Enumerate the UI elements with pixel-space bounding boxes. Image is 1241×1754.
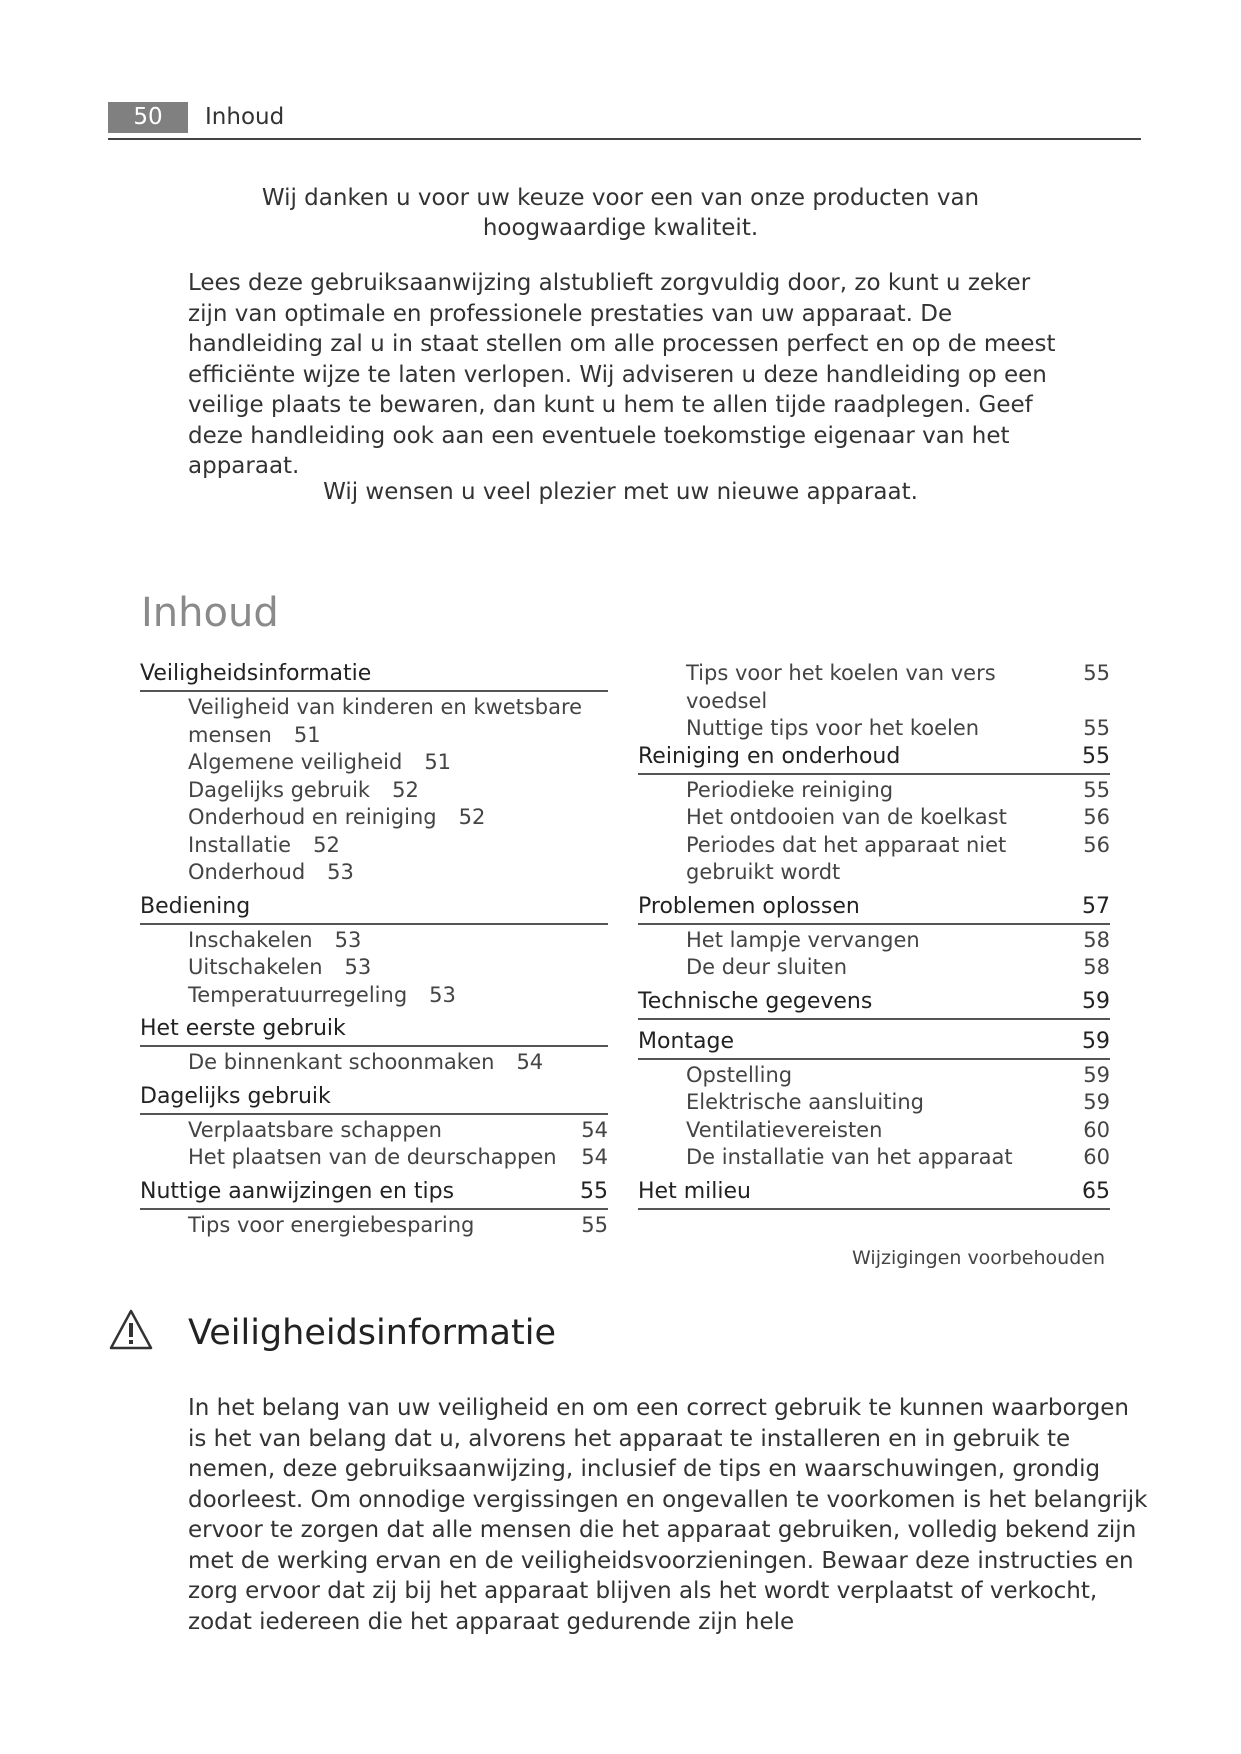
toc-section-title: Technische gegevens <box>638 988 873 1014</box>
toc-subentry-page: 59 <box>1083 1062 1110 1087</box>
toc-subentry[interactable] <box>140 777 608 805</box>
toc-section[interactable] <box>140 893 608 925</box>
toc-section-title: Reiniging en onderhoud <box>638 743 901 769</box>
toc-subentry-page: 53 <box>334 927 362 952</box>
toc-section-page: 59 <box>1082 988 1110 1014</box>
toc-subentry-title: De binnenkant schoonmaken <box>188 1050 495 1074</box>
intro-wish: Wij wensen u veel plezier met uw nieuwe apparaat. <box>323 479 918 505</box>
toc-subentry[interactable] <box>638 1144 1110 1172</box>
toc-section-page: 57 <box>1082 893 1110 919</box>
safety-heading: Veiligheidsinformatie <box>188 1313 556 1353</box>
toc-subentry-title: Tips voor energiebesparing <box>188 1212 475 1237</box>
toc-subentry-page: 56 <box>1083 805 1110 829</box>
intro-thanks: Wij danken u voor uw keuze voor een van onze producten van hoogwaardige kwaliteit. <box>261 185 980 241</box>
toc-subentry-title: Veiligheid van kinderen en kwetsbare mensen <box>188 695 583 747</box>
toc-subentry[interactable] <box>638 954 1110 982</box>
toc-subentry-title: Periodes dat het apparaat niet gebruikt wordt <box>686 832 1007 884</box>
toc-section[interactable] <box>140 1015 608 1047</box>
toc-subentry[interactable] <box>638 715 1110 743</box>
toc-heading: Inhoud <box>141 590 279 636</box>
toc-subentry-page: 54 <box>516 1050 544 1074</box>
toc-subentry-title: Het lampje vervangen <box>686 927 920 952</box>
toc-section-title: Nuttige aanwijzingen en tips <box>140 1178 455 1204</box>
toc-subentry[interactable] <box>140 954 608 982</box>
toc-section-title: Problemen oplossen <box>638 893 860 919</box>
toc-subentry-page: 56 <box>1083 832 1110 857</box>
toc-subentry-title: De installatie van het apparaat <box>686 1145 1013 1169</box>
toc-subentry[interactable] <box>140 1117 608 1145</box>
toc-subentry[interactable] <box>140 804 608 832</box>
toc-section-page <box>568 1015 608 1043</box>
toc-section-page: 59 <box>1082 1028 1110 1054</box>
toc-section[interactable] <box>140 660 608 692</box>
toc-subentry[interactable] <box>140 694 608 749</box>
toc-section-title: Bediening <box>140 893 251 919</box>
toc-subentry-page: 54 <box>581 1117 608 1142</box>
toc-subentry[interactable] <box>140 859 608 887</box>
toc-section-title: Montage <box>638 1028 734 1054</box>
toc-subentry[interactable] <box>140 1144 608 1172</box>
toc-subentry-title: Verplaatsbare schappen <box>188 1117 442 1142</box>
toc-section[interactable] <box>140 1083 608 1115</box>
toc-subentry[interactable] <box>140 749 608 777</box>
toc-subentry[interactable] <box>140 832 608 860</box>
toc-subentry[interactable] <box>638 1089 1110 1117</box>
toc-subentry-page: 51 <box>424 750 452 774</box>
toc-section[interactable] <box>638 743 1110 775</box>
toc-subentry[interactable] <box>638 1062 1110 1090</box>
toc-subentry[interactable] <box>638 777 1110 805</box>
toc-subentry[interactable] <box>140 1049 608 1077</box>
toc-section[interactable] <box>638 988 1110 1020</box>
warning-icon <box>108 1308 154 1352</box>
toc-subentry-title: Onderhoud <box>188 860 306 884</box>
intro-paragraph: Lees deze gebruiksaanwijzing alstublieft zorgvuldig door, zo kunt u zeker zijn van optimale en professionele prestaties van uw apparaat. De handleiding zal u in staat stellen om alle processen perfect en op de meest efficiënte wijze te laten verlopen. Wij adviseren u deze handleiding op een veilige plaats te bewaren, dan kunt u hem te allen tijde raadplegen. Geef deze handleiding ook aan een eventuele toekomstige eigenaar van het apparaat. <box>188 270 1056 479</box>
toc-subentry-title: Onderhoud en reiniging <box>188 805 437 829</box>
toc-section-page: 55 <box>580 1178 608 1204</box>
toc-section-page <box>568 893 608 921</box>
toc-subentry-page: 53 <box>344 955 372 979</box>
toc-subentry-page: 55 <box>1083 716 1110 740</box>
toc-subentry-page: 55 <box>1083 661 1110 685</box>
toc-subentry[interactable] <box>140 1212 608 1240</box>
toc-subentry-title: Nuttige tips voor het koelen <box>686 716 980 740</box>
toc-section-title: Het eerste gebruik <box>140 1016 346 1041</box>
toc-subentry-page: 53 <box>327 860 354 884</box>
toc-subentry[interactable] <box>638 1117 1110 1145</box>
page-header <box>108 98 1141 140</box>
header-title: Inhoud <box>205 104 285 130</box>
toc-subentry-title: Uitschakelen <box>188 955 323 979</box>
toc-subentry-title: Periodieke reiniging <box>686 777 894 802</box>
toc-section-page: 55 <box>1082 743 1110 769</box>
toc-subentry-page: 52 <box>313 832 340 857</box>
toc-subentry-page: 54 <box>581 1145 608 1169</box>
toc-subentry-page: 60 <box>1083 1145 1110 1169</box>
toc-right-column <box>638 660 1110 1218</box>
toc-subentry-page: 52 <box>392 777 419 802</box>
toc-left-column <box>140 660 608 1245</box>
toc-subentry[interactable] <box>638 660 1110 715</box>
toc-section-page <box>568 660 608 688</box>
toc-subentry-page: 58 <box>1083 955 1110 979</box>
toc-section[interactable] <box>638 1178 1110 1210</box>
modified-note: Wijzigingen voorbehouden <box>852 1247 1105 1269</box>
toc-subentry[interactable] <box>140 927 608 955</box>
toc-subentry-title: Opstelling <box>686 1062 793 1087</box>
toc-subentry-page: 53 <box>429 982 456 1007</box>
toc-subentry-page: 55 <box>1083 777 1110 802</box>
toc-subentry-title: Installatie <box>188 832 292 857</box>
toc-subentry-page: 51 <box>293 722 321 747</box>
toc-subentry-title: Het plaatsen van de deurschappen <box>188 1145 557 1169</box>
toc-subentry-page: 60 <box>1083 1117 1110 1142</box>
page-number: 50 <box>108 102 188 133</box>
toc-subentry-title: Tips voor het koelen van vers voedsel <box>686 661 996 713</box>
toc-subentry-title: Algemene veiligheid <box>188 750 403 774</box>
toc-section-title: Veiligheidsinformatie <box>140 661 372 686</box>
toc-subentry-page: 59 <box>1083 1090 1110 1114</box>
toc-subentry[interactable] <box>638 832 1110 887</box>
toc-section-title: Het milieu <box>638 1178 751 1204</box>
toc-subentry-page: 52 <box>458 805 486 829</box>
toc-subentry-title: Het ontdooien van de koelkast <box>686 805 1007 829</box>
toc-section[interactable] <box>140 1178 608 1210</box>
toc-subentry-title: Ventilatievereisten <box>686 1117 883 1142</box>
toc-subentry-page: 58 <box>1083 927 1110 952</box>
toc-subentry-title: Dagelijks gebruik <box>188 777 371 802</box>
toc-subentry[interactable] <box>638 804 1110 832</box>
safety-paragraph: In het belang van uw veiligheid en om een correct gebruik te kunnen waarborgen is het van belang dat u, alvorens het apparaat te installeren en in gebruik te nemen, deze gebruiksaanwijzing, inclusief de tips en waarschuwingen, grondig doorleest. Om onnodige vergissingen en ongevallen te voorkomen is het belangrijk ervoor te zorgen dat alle mensen die het apparaat gebruiken, volledig bekend zijn met de werking ervan en de veiligheidsvoorzieningen. Bewaar deze instructies en zorg ervoor dat zij bij het apparaat blijven als het wordt verplaatst of verkocht, zodat iedereen die het apparaat gedurende zijn hele <box>188 1395 1148 1635</box>
toc-section-title: Dagelijks gebruik <box>140 1083 331 1109</box>
toc-section[interactable] <box>638 1028 1110 1060</box>
toc-section[interactable] <box>638 893 1110 925</box>
toc-subentry-title: Inschakelen <box>188 927 313 952</box>
toc-subentry[interactable] <box>140 982 608 1010</box>
toc-subentry[interactable] <box>638 927 1110 955</box>
toc-section-page <box>568 1083 608 1111</box>
toc-subentry-title: Elektrische aansluiting <box>686 1090 924 1114</box>
toc-subentry-page: 55 <box>581 1212 608 1237</box>
toc-subentry-title: De deur sluiten <box>686 955 848 979</box>
toc-section-page: 65 <box>1082 1178 1110 1204</box>
toc-subentry-title: Temperatuurregeling <box>188 982 408 1007</box>
